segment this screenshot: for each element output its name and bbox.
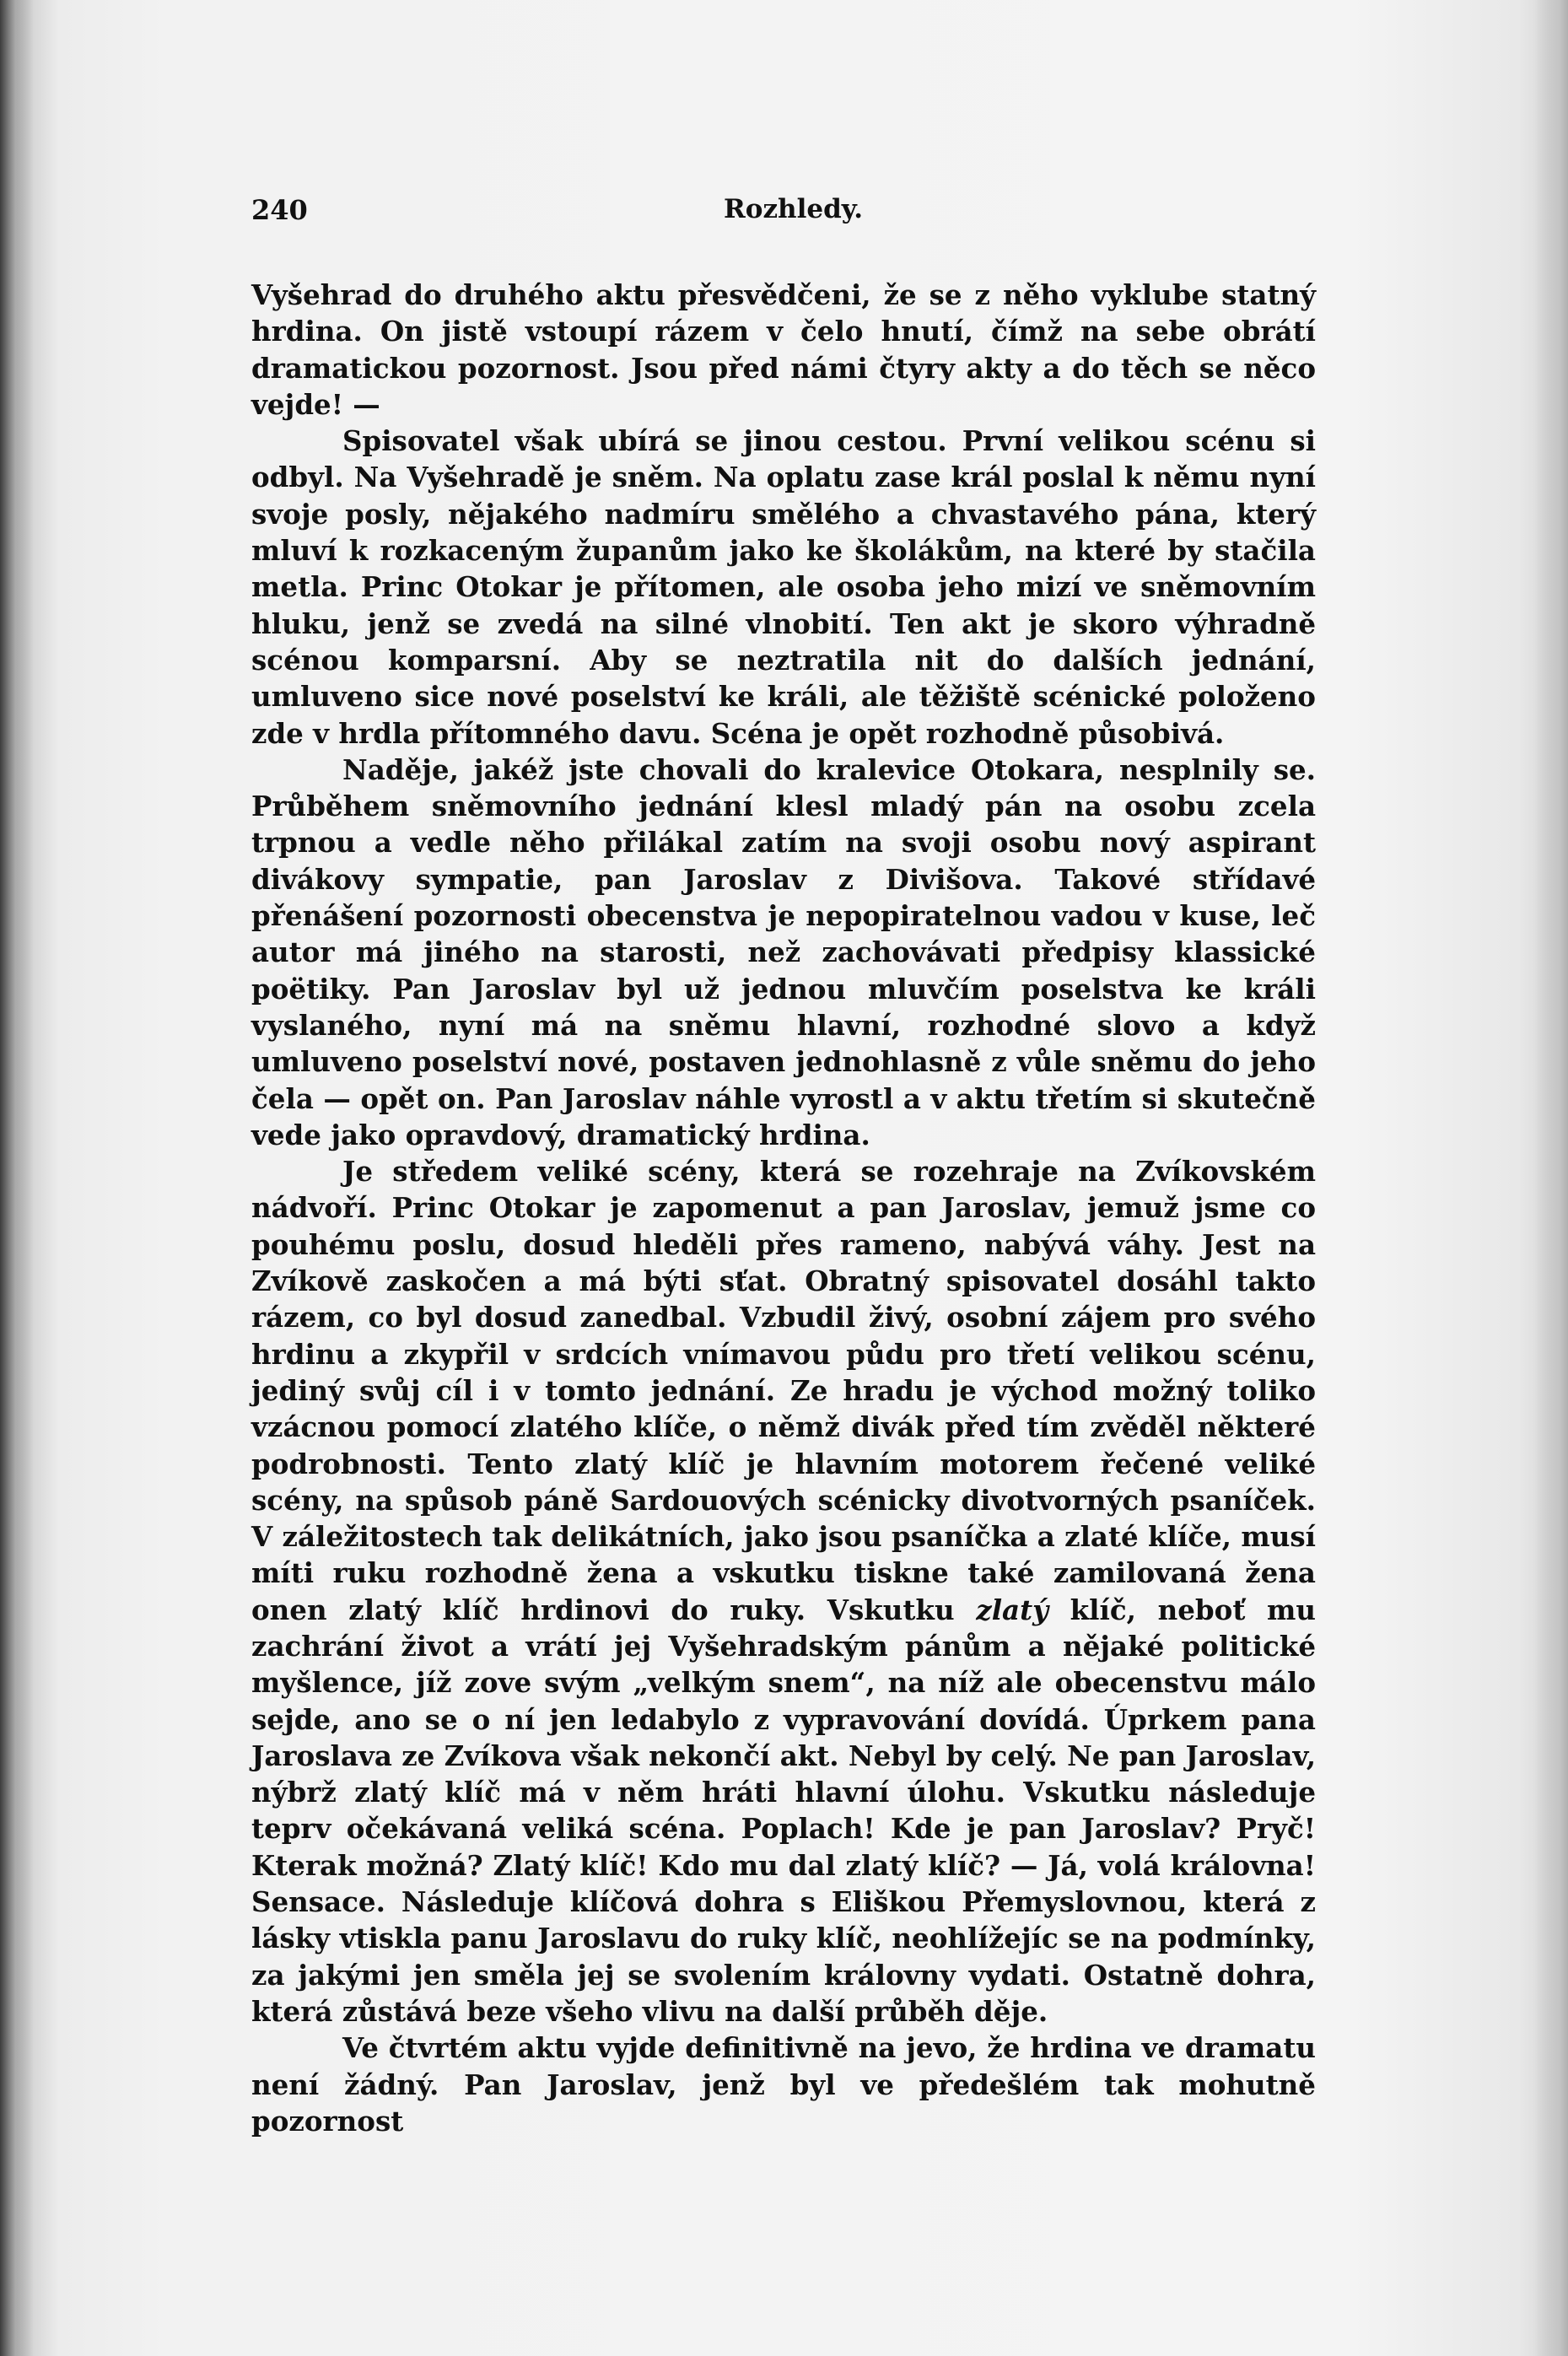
paragraph-3: Naděje, jakéž jste chovali do kralevice Otokara, nesplnily se. Průběhem sněmovního jednání klesl mladý pán na osobu zcela trpnou a vedle něho přilákal zatím na svoji osobu nový aspirant divákovy sympatie, pan Jaroslav z Divišova. Takové střídavé přenášení pozornosti obecenstva je nepopiratelnou vadou v kuse, leč autor má jiného na starosti, než zachovávati předpisy klassické poëtiky. Pan Jaroslav byl už jednou mluvčím poselstva ke králi vyslaného, nyní má na sněmu hlavní, rozhodné slovo a když umluveno poselství nové, postaven jednohlasně z vůle sněmu do jeho čela — opět on. Pan Jaroslav náhle vyrostl a v aktu třetím si skutečně vede jako opravdový, dramatický hrdina.	[251, 752, 1316, 1151]
running-title: Rozhledy.	[724, 194, 864, 224]
paragraph-1: Vyšehrad do druhého aktu přesvědčeni, že se z něho vyklube statný hrdina. On jistě vstoupí rázem v čelo hnutí, čímž na sebe obrátí dramatickou pozornost. Jsou před námi čtyry akty a do těch se něco vejde! —	[251, 278, 1316, 421]
paragraph-4-part-1: Je středem veliké scény, která se rozehraje na Zvíkovském nádvoří. Princ Otokar je zapomenut a pan Jaroslav, jemuž jsme co pouhému poslu, dosud hleděli přes rameno, nabývá váhy. Jest na Zvíkově zaskočen a má býti sťat. Obratný spisovatel dosáhl takto rázem, co byl dosud zanedbal. Vzbudil živý, osobní zájem pro svého hrdinu a zkypřil v srdcích vnímavou půdu pro třetí velikou scénu, jediný svůj cíl i v tomto jednání. Ze hradu je východ možný toliko vzácnou pomocí zlatého klíče, o němž divák před tím zvěděl některé podrobnosti. Tento zlatý klíč je hlavním motorem řečené veliké scény, na spůsob páně Sardouových scénicky divotvorných psaníček. V záležitostech tak delikátních, jako jsou psaníčka a zlaté klíče, musí míti ruku rozhodně žena a vskutku tiskne také zamilovaná žena onen zlatý klíč hrdinovi do ruky. Vskutku	[251, 1155, 1316, 1626]
page-number: 240	[251, 194, 308, 226]
binding-edge	[0, 0, 34, 2356]
paragraph-2: Spisovatel však ubírá se jinou cestou. První velikou scénu si odbyl. Na Vyšehradě je sněm. Na oplatu zase král poslal k němu nyní svoje posly, nějakého nadmíru smělého a chvastavého pána, který mluví k rozkaceným županům jako ke školákům, na které by stačila metla. Princ Otokar je přítomen, ale osoba jeho mizí ve sněmovním hluku, jenž se zvedá na silné vlnobití. Ten akt je skoro výhradně scénou komparsní. Aby se neztratila nit do dalších jednání, umluveno sice nové poselství ke králi, ale těžiště scénické položeno zde v hrdla přítomného davu. Scéna je opět rozhodně působivá.	[251, 424, 1316, 750]
page-header	[251, 194, 1314, 236]
page-edge-shadow	[1534, 0, 1568, 2356]
paragraph-4	[251, 1153, 1316, 2030]
body-text	[251, 277, 1316, 2139]
paragraph-5: Ve čtvrtém aktu vyjde definitivně na jevo, že hrdina ve dramatu není žádný. Pan Jaroslav, jenž byl ve předešlém tak mohutně pozornost	[251, 2031, 1316, 2138]
paragraph-4-part-2: klíč, neboť mu zachrání život a vrátí jej Vyšehradským pánům a nějaké politické myšlence, jíž zove svým „velkým snem“, na níž ale obecenstvu málo sejde, ano se o ní jen ledabylo z vypravování dovídá. Úprkem pana Jaroslava ze Zvíkova však nekončí akt. Nebyl by celý. Ne pan Jaroslav, nýbrž zlatý klíč má v něm hráti hlavní úlohu. Vskutku následuje teprv očekávaná veliká scéna. Poplach! Kde je pan Jaroslav? Pryč! Kterak možná? Zlatý klíč! Kdo mu dal zlatý klíč? — Já, volá královna! Sensace. Následuje klíčová dohra s Eliškou Přemyslovnou, která z lásky vtiskla panu Jaroslavu do ruky klíč, neohlížejíc se na podmínky, za jakými jen směla jej se svolením královny vydati. Ostatně dohra, která zůstává beze všeho vlivu na další průběh děje.	[251, 1593, 1317, 2028]
emphasized-word: zlatý	[976, 1593, 1048, 1626]
